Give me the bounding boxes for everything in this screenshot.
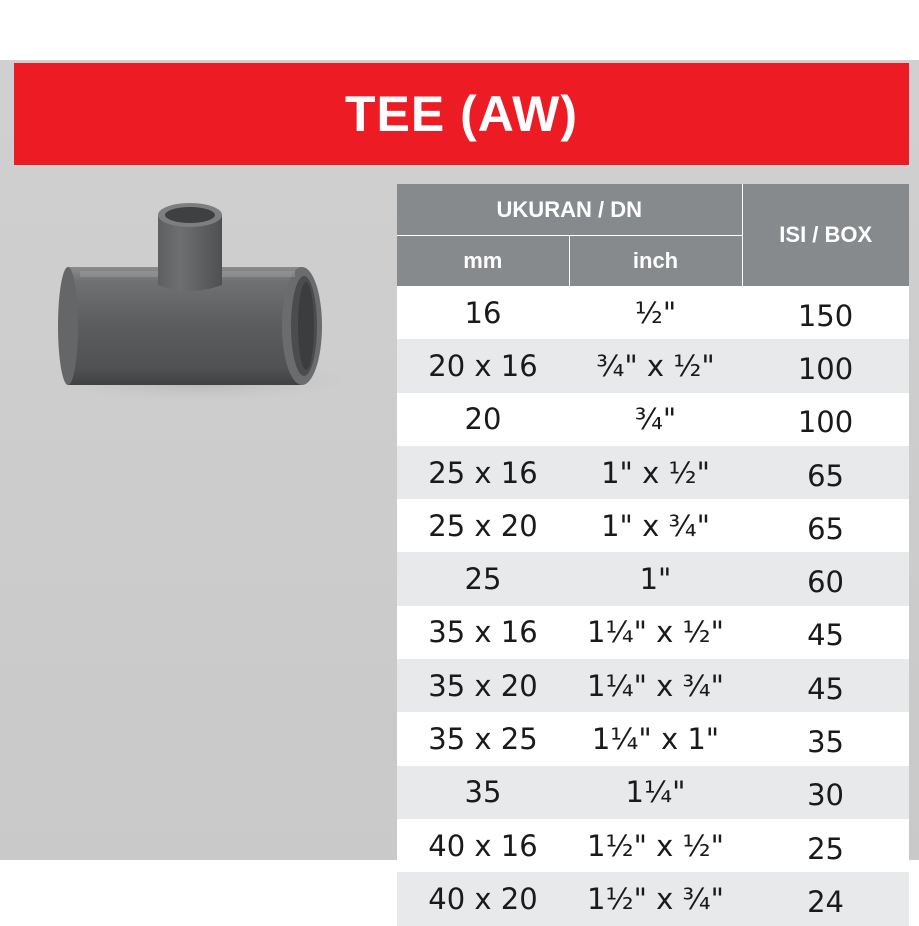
cell-inch: 1¼" x 1": [569, 712, 742, 765]
cell-mm: 25 x 16: [397, 446, 569, 499]
cell-isi: 65: [742, 499, 909, 552]
header-inch: inch: [569, 236, 742, 287]
table-row: [397, 393, 909, 446]
table-row: [397, 712, 909, 765]
table-row: [397, 819, 909, 872]
cell-inch: 1¼" x ½": [569, 606, 742, 659]
table-row: [397, 286, 909, 339]
cell-mm: 35 x 20: [397, 659, 569, 712]
cell-isi: 65: [742, 446, 909, 499]
header-ukuran-dn: UKURAN / DN: [397, 184, 742, 236]
cell-inch: ½": [569, 286, 742, 339]
cell-mm: 25: [397, 552, 569, 605]
spec-table: [397, 184, 909, 926]
cell-isi: 24: [742, 872, 909, 925]
cell-isi: 60: [742, 552, 909, 605]
cell-mm: 20: [397, 393, 569, 446]
cell-inch: ¾" x ½": [569, 339, 742, 392]
table-row: [397, 606, 909, 659]
cell-isi: 30: [742, 766, 909, 819]
header-mm: mm: [397, 236, 569, 287]
cell-inch: 1": [569, 552, 742, 605]
cell-isi: 25: [742, 819, 909, 872]
cell-mm: 35 x 16: [397, 606, 569, 659]
cell-inch: 1¼": [569, 766, 742, 819]
header-isi-box: ISI / BOX: [742, 184, 909, 286]
table-row: [397, 659, 909, 712]
cell-isi: 100: [742, 393, 909, 446]
pvc-tee-fitting-icon: [40, 185, 360, 415]
cell-mm: 40 x 20: [397, 872, 569, 925]
cell-inch: 1" x ¾": [569, 499, 742, 552]
cell-mm: 40 x 16: [397, 819, 569, 872]
cell-mm: 16: [397, 286, 569, 339]
cell-inch: ¾": [569, 393, 742, 446]
cell-isi: 45: [742, 606, 909, 659]
cell-isi: 150: [742, 286, 909, 339]
table-row: [397, 766, 909, 819]
page-title: TEE (AW): [345, 86, 578, 142]
title-banner: [14, 63, 909, 165]
cell-mm: 35 x 25: [397, 712, 569, 765]
cell-inch: 1½" x ½": [569, 819, 742, 872]
table-row: [397, 446, 909, 499]
cell-mm: 25 x 20: [397, 499, 569, 552]
cell-mm: 35: [397, 766, 569, 819]
table-row: [397, 872, 909, 925]
table-row: [397, 339, 909, 392]
cell-isi: 45: [742, 659, 909, 712]
table-row: [397, 552, 909, 605]
cell-isi: 35: [742, 712, 909, 765]
table-row: [397, 499, 909, 552]
cell-inch: 1½" x ¾": [569, 872, 742, 925]
cell-mm: 20 x 16: [397, 339, 569, 392]
cell-inch: 1" x ½": [569, 446, 742, 499]
cell-isi: 100: [742, 339, 909, 392]
cell-inch: 1¼" x ¾": [569, 659, 742, 712]
